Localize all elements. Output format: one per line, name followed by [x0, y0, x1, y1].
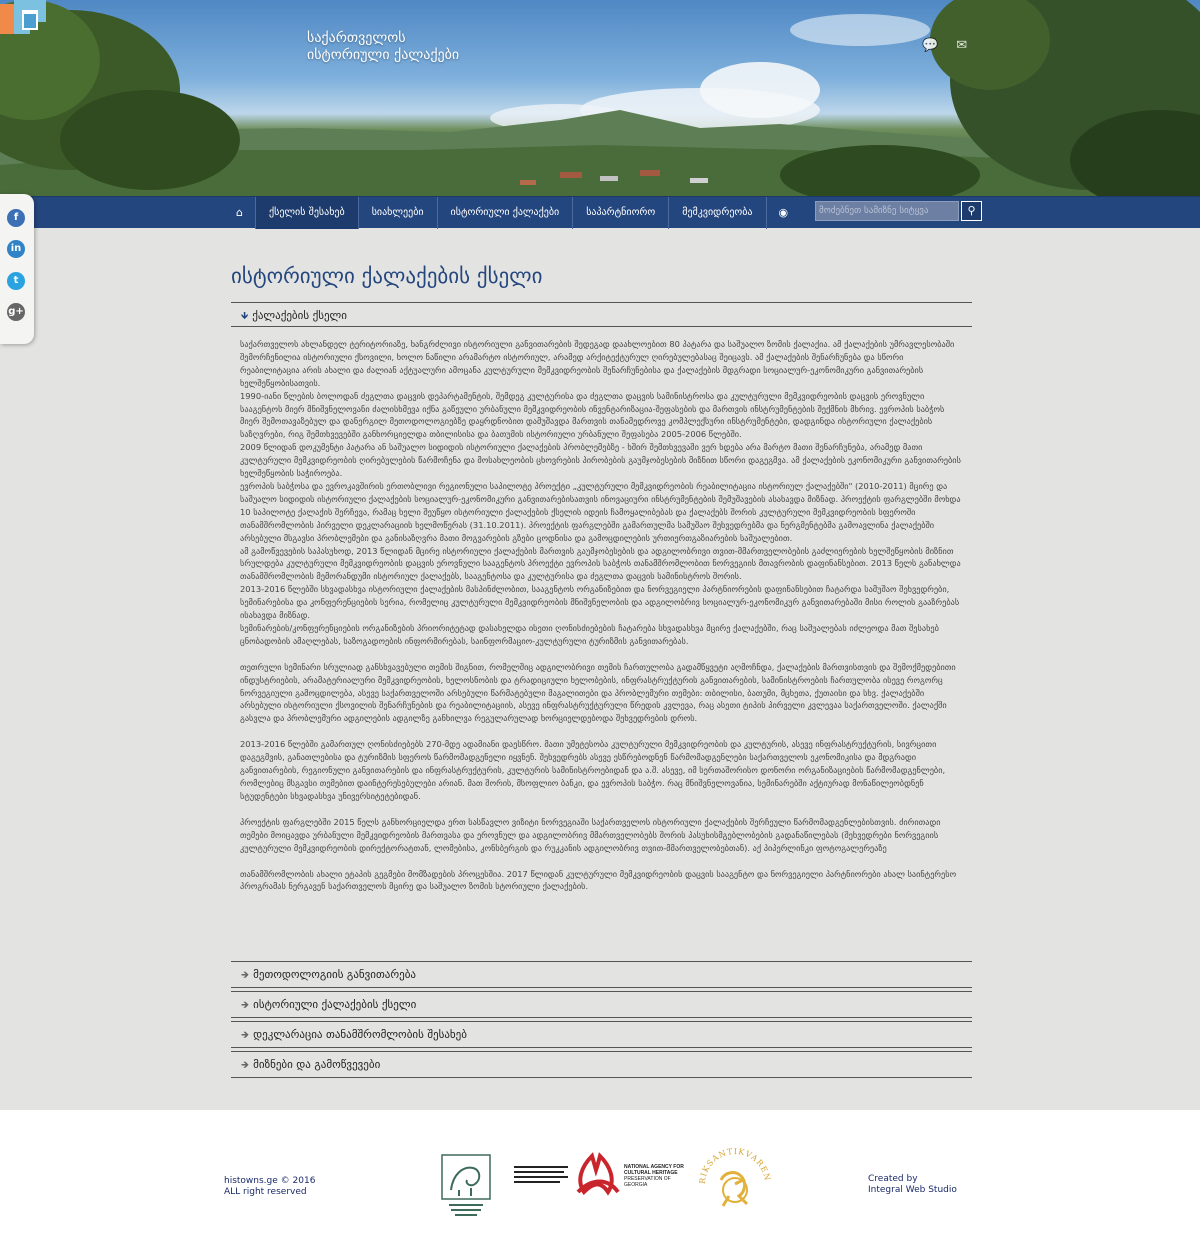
- paragraph: 2013-2016 წლებში სხვადასხვა ისტორიული ქალაქების მასპინძლობით, სააგენტოს ორგანიზებით და ნორვეგიელი პარტნიორების დაფინანსებით ჩატარდა სამუშაო შეხვედრები, სემინარებისა და კონფერენციების სერია, რომელიც კულტურული მემკვიდრეობის მნიშვნელობის და ადგილობრივ სოციალურ-ეკონომიკურ განვითარებაში მისი როლის გააზრებას ისახავდა მიზნად.: [240, 584, 960, 621]
- copyright: [224, 1176, 315, 1198]
- map-marker-icon: ◉: [778, 206, 789, 219]
- accordion-title: ისტორიული ქალაქების ქსელი: [253, 998, 417, 1011]
- copyright-line1: histowns.ge © 2016: [224, 1176, 316, 1186]
- landscape-image: [0, 0, 1200, 196]
- chat-icon[interactable]: 💬: [922, 38, 939, 53]
- social-sidebar: [0, 194, 34, 344]
- accordion-title: დეკლარაცია თანამშრომლობის შესახებ: [253, 1028, 467, 1041]
- google-plus-icon[interactable]: g+: [7, 303, 25, 321]
- copyright-line2: ALL right reserved: [224, 1187, 307, 1197]
- header-icons: [922, 38, 967, 53]
- facebook-icon[interactable]: f: [7, 209, 25, 227]
- paragraph: თეთრული სემინარი სრულიად განსხვავებული თემის შიგნით, რომელშიც ადგილობრივი თემის ჩართულობა გადამწყვეტი აღმოჩნდა, ქალაქების მართვისთვის და შემოქმედებითი ინდუსტრიების, არამატერიალური მემკვიდრეობის, ხელოსნობის და ტრადიციული ხელობების, ინფრასტრუქტურის განვითარების, სამინისტროების ჩართულობა ისევე როგორც ნორვეგიული გამოცდილება, ასევე საქართველოში არსებული წარმატებული მაგალითები და პრობლემური თემები: თბილისი, ბათუმი, მცხეთა, ქუთაისი და სხვ. ქალაქებში არსებული ისტორიული ქსოვილის შენარჩუნების და რეაბილიტაციის, ასევე ინფრასტრუქტურული წრედის კვლევა, რაც ასეთი ტიპის პირველი კვლევაა საქართველოში. ქალაქში გასვლა და პრობლემური ადგილების ადგილზე განხილვა რეგულარულად ხორციელდებოდა შეხვედრების დროს.: [240, 661, 956, 724]
- site-title[interactable]: [307, 30, 459, 64]
- agency-name-en: [624, 1164, 684, 1188]
- accordion-item-declaration[interactable]: [231, 1021, 972, 1048]
- accordion-header[interactable]: [231, 1052, 972, 1078]
- created-line2: Integral Web Studio: [868, 1185, 957, 1195]
- created-line1: Created by: [868, 1174, 918, 1184]
- search-button[interactable]: [961, 201, 982, 221]
- paragraph: სემინარების/კონფერენციების ორგანიზების პრიორიტეტად დასახელდა ისეთი ღონისძიებების ჩატარება სხვადასხვა მცირე ქალაქებში, რაც საშუალებას იძლეოდა მათ შესახებ ცნობადობის ამაღლებას, საზოგადოების ინფორმირებას, საინფორმაციო-კულტურული ტურიზმის განვითარებას.: [240, 622, 939, 646]
- riksantikvaren-text: RIKSANTIKVAREN: [697, 1146, 773, 1185]
- twitter-icon[interactable]: t: [7, 272, 25, 290]
- accordion-header[interactable]: [231, 962, 972, 988]
- paragraph: 2013-2016 წლებში გამართულ ღონისძიებებს 270-მდე ადამიანი დაესწრო. მათი უმეტესობა კულტურული მემკვიდრეობის და კულტურის, ასევე ინფრასტრუქტურის, სივრცითი დაგეგმვის, განათლებისა და ტურიზმის სფეროს წარმომადგენელი იყვნენ. შეხვედრებს ასევე ესწრებოდნენ წარმომადგენლები საქართველოს ეკონომიკისა და მდგრადი განვითარების, რეგიონული განვითარების და ინფრასტრუქტურის, კულტურის სამინისტროებიდან და ა.შ. ასევე, იმ სერთაშორისო დონორი ორგანიზაციების წარმომადგენლები, რომლებიც მსგავსი თემებით დაინტერესებულები არიან. მათ შორის, მსოფლიო ბანკი, და ევროპის საბჭო. რაც მნიშვნელოვანია, სემინარებში აქტიურად მონაწილეობდნენ სტუდენტები სხვადასხვა უნივერსიტეტებიდან.: [240, 739, 946, 801]
- paragraph: ამ გამოწვევების საპასუხოდ, 2013 წლიდან მცირე ისტორიული ქალაქების მართვის გაუმჯობესების და ადგილობრივი თვით-მმართველობების გაძლიერების ხელშეწყობის მიზნით სრულდება კულტურული მემკვიდრეობის დაცვის ეროვნული სააგენტოს პროექტი ევროპის საბჭოს თანამშრომლობით ნორვეგიის მთავრობის დაფინანსებით. 2013 წელს განახლდა თანამშრომლობის მემორანდუმი ისტორიულ ქალაქებს, სააგენტოსა და კულტურისა და ძეგლთა დაცვის სამინისტროს შორის.: [240, 545, 961, 582]
- paragraph: 1990-იანი წლების ბოლოდან ძეგლთა დაცვის დეპარტამენტის, შემდეგ კულტურისა და ძეგლთა დაცვის სამინისტროსა და კულტურული მემკვიდრეობის დაცვის ეროვნული სააგენტოს მიერ მნიშვნელოვანი ძალისხმევა იქნა გაწეული ურბანული მემკვიდრეობის ინვენტარიზაცია-შეფასების და მართვის ინსტრუმენტების შექმნის მხრივ. ევროპის საბჭოს მიერ შემოთავაზებულ და დანერგილ მეთოდოლოგიებზე დაყრდნობით დამუშავდა მართვის თანამედროვე კომპლექსური ინსტრუმენტები, დადგინდა ისტორიული ქალაქების საზღვრები, რიგ შემთხვევებში განხორციელდა თბილისისა და ბათუმის ისტორიული ურბანული შეფასება 2005-2006 წლებში.: [240, 390, 945, 440]
- nav-home[interactable]: [224, 197, 256, 229]
- main-navigation: [0, 196, 1200, 228]
- arrow-right-icon: 🡺: [241, 1060, 250, 1071]
- site-logo[interactable]: [0, 0, 46, 34]
- nav-about-network[interactable]: ქსელის შესახებ: [256, 197, 359, 229]
- agency-en-line1: NATIONAL AGENCY FOR: [624, 1164, 684, 1170]
- agency-en-line3: PRESERVATION OF GEORGIA: [624, 1176, 671, 1188]
- search-input[interactable]: მოძებნეთ სამიზნე სიტყვა: [815, 201, 959, 221]
- accordion-content: [240, 338, 965, 893]
- paragraph: პროექტის ფარგლებში 2015 წელს განხორციელდა ერთ სასწავლო ვიზიტი ნორვეგიაში საქართველოს ისტორიული ქალაქების შერჩეული წარმომადგენლებისთვის. ძირითადი თემები მოიცავდა ურბანული მემკვიდრეობის მართვასა და ეროვნულ და ადგილობრივ მმართველობებს შორის პასუხისმგებლობების გადანაწილებას (შეხვედრები ნორვეგიის კულტურული მემკვიდრეობის დირექტორატთან, ლომებისა, კონსბერგის და რუკკანის ადგილობრივ თვით-მმართველობებთან). აქ პიპერლინკი ფოტოგალერეაზე: [240, 816, 941, 853]
- search-icon: ⚲: [967, 204, 976, 217]
- accordion-item-network[interactable]: [231, 991, 972, 1018]
- accordion-header[interactable]: [231, 303, 972, 329]
- nav-heritage[interactable]: მემკვიდრეობა: [669, 197, 766, 229]
- riksantikvaren-logo[interactable]: [695, 1136, 775, 1222]
- arrow-right-icon: 🡺: [241, 1030, 250, 1041]
- accordion-item-methodology[interactable]: [231, 961, 972, 988]
- ministry-logo[interactable]: [441, 1154, 491, 1218]
- nav-news[interactable]: სიახლეები: [359, 197, 438, 229]
- linkedin-icon[interactable]: in: [7, 240, 25, 258]
- page-title: ისტორიული ქალაქების ქსელი: [231, 264, 543, 288]
- site-title-line1: საქართველოს: [307, 30, 406, 46]
- nav-map[interactable]: [767, 197, 801, 229]
- accordion-title: მიზნები და გამოწვევები: [253, 1058, 381, 1071]
- paragraph: საქართველოს ახლანდელ ტერიტორიაზე, ხანგრძლივი ისტორიული განვითარების შედეგად დაახლოებით 80 პატარა და საშუალო ზომის ქალაქია. ამ ქალაქების უმრავლესობაში შემორჩენილია ისტორიული ქსოვილი, ხოლო ნაწილი არამარტო ისტორიულ, არამედ არქიტექტურულ ღირებულებასაც შეიცავს. ამ ქალაქების შენარჩუნება და სწორი რეაბილიტაცია არის ახალი და ძალიან აქტუალური ამოცანა კულტურული მემკვიდრეობის შენარჩუნებისა და ქალაქების მდგრადი სოციალურ-ეკონომიკური განვითარების ხელშეწყობისათვის.: [240, 339, 955, 388]
- accordion-title: ქალაქების ქსელი: [252, 309, 347, 322]
- arrow-down-icon: 🡻: [241, 311, 249, 322]
- hero-banner: [0, 0, 1200, 196]
- paragraph: 2009 წლიდან დოკუმენტი პატარა ან საშუალო სიდიდის ისტორიული ქალაქების პრობლემებზე - ხშირ შემთხვევაში ვერ ხდება არა მარტო მათი შენარჩუნება, არამედ მათი კულტურული მემკვიდრეობის ღირებულების წარმოჩენა და მოსახლეობის ცხოვრების პირობების გაუმჯობესების მიზნით სწორი დაგეგმვა. ამ ქალაქების ეკონომიკური განვითარების ხელშეწყობის საჭიროება.: [240, 442, 961, 479]
- national-agency-logo[interactable]: [512, 1152, 684, 1200]
- accordion-item-open[interactable]: [231, 302, 972, 327]
- accordion-item-goals[interactable]: [231, 1051, 972, 1078]
- nav-historic-towns[interactable]: ისტორიული ქალაქები: [438, 197, 574, 229]
- created-by[interactable]: [868, 1174, 957, 1196]
- paragraph: ევროპის საბჭოსა და ევროკავშირის ერთობლივი რეგიონული საპილოტე პროექტი „კულტურული მემკვიდრეობის რეაბილიტაცია ისტორიულ ქალაქებში" (2010-2011) მცირე და საშუალო სიდიდის ისტორიული ქალაქების სოციალურ-ეკონომიკური განვითარებისათვის ინოვაციური ინსტრუმენტების შემუშავების ასახავდა მიზნად. პროექტის ფარგლებში მოხდა 10 საპილოტე ქალაქის შერჩევა, რამაც ხელი შეუწყო ისტორიული ქალაქების ქსელის იდეის ჩამოყალიბებას და ქალაქებს შორის კულტურული მემკვიდრეობის სფეროში თანამშრომლობის პირველი დეკლარაციის ხელმოწერას (31.10.2011). პროექტის ფარგლებში გამართულმა სამუშაო შეხვედრებმა და ნერგმენტებმა გამოავლინა ქალაქებში არსებული მსგავსი პრობლემები და განისაზღვრა მათი მოგვარების გზები ცოდნისა და გამოცდილების ურთიერთგაზიარების საშუალებით.: [240, 480, 961, 543]
- accordion-header[interactable]: [231, 1022, 972, 1048]
- nav-partners[interactable]: საპარტნიორო: [573, 197, 669, 229]
- footer: [0, 1110, 1200, 1241]
- home-icon: ⌂: [236, 206, 243, 219]
- accordion-title: მეთოდოლოგიის განვითარება: [253, 968, 417, 981]
- paragraph: თანამშრომლობის ახალი ეტაპის გეგმები მომზადების პროცესშია. 2017 წლიდან კულტურული მემკვიდრეობის დაცვის სააგენტო და ნორვეგიელი პარტნიორები ახალ საინტერესო პროგრამას ნერგავენ საქართველოს მცირე და საშუალო ზომის სტორიული ქალაქების.: [240, 868, 957, 892]
- accordion-header[interactable]: [231, 992, 972, 1018]
- arrow-right-icon: 🡺: [241, 970, 250, 981]
- arrow-right-icon: 🡺: [241, 1000, 250, 1011]
- site-title-line2: ისტორიული ქალაქები: [307, 47, 460, 63]
- mail-icon[interactable]: ✉: [956, 38, 968, 53]
- agency-en-line2: CULTURAL HERITAGE: [624, 1170, 678, 1176]
